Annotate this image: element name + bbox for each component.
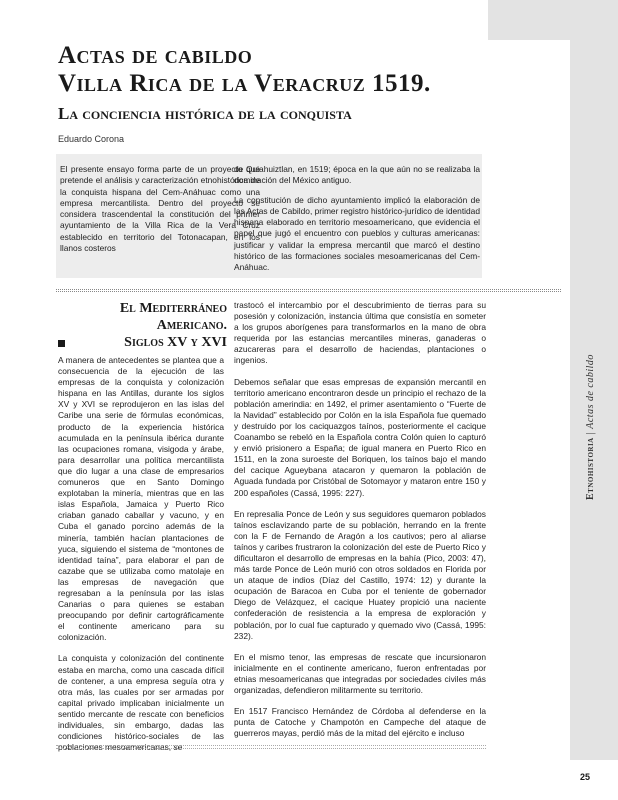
running-head-subtitle: Actas de cabildo <box>585 354 596 429</box>
abstract-right-p2: La constitución de dicho ayuntamiento implicó la elaboración de las Actas de Cabildo, primer registro histórico-jurídico de identidad hispana elaborado en territorio mesoamericano, que evidencia el papel que jugó el encuentro con pueblos y culturas americanas: justificar y validar la empresa mercantil que marcó el destino histórico de las formaciones sociales mesoamericanas del Cem-Anáhuac. <box>234 194 480 273</box>
abstract-left-text: El presente ensayo forma parte de un proyecto que pretende el análisis y caracterización etnohistórica de la conquista hispana del Cem-Anáhuac como una empresa mercantilista. Dentro del proyecto se considera trascendental la constitución del primer ayuntamiento de la Villa Rica de la Vera Cruz establecido en territorio del Totonacapan, en los llanos costeros <box>60 164 260 254</box>
abstract-right-p1: de Quiahuiztlan, en 1519; época en la que aún no se realizaba la dominación del México antiguo. <box>234 164 480 186</box>
paragraph: trastocó el intercambio por el descubrimiento de tierras para su posesión y colonización, instancia última que consistía en someter a los grupos aborígenes para transformarlos en la mano de obra requerida por las estancias mercantiles mineras, ganaderas o azucareras para el desarrollo de haciendas, plantaciones o ingenios. <box>234 300 486 366</box>
title-line-2: Villa Rica de la Veracruz 1519. <box>58 70 431 97</box>
paragraph: La conquista y colonización del continente estaba en marcha, como una cascada difícil de contener, a una empresa seguía otra y otra más, las cuales por ser armadas por capital privado implicaban inicialmente un sentido mercante de rescate con beneficios individuales, sin embargo, dadas las condiciones histórico-sociales de las poblaciones mesoamericanas, se <box>58 653 224 753</box>
section-heading-line-2: Americano. <box>156 318 227 333</box>
footer-divider <box>56 748 486 749</box>
title-line-1: Actas de cabildo <box>58 42 253 69</box>
paragraph: A manera de antecedentes se plantea que a consecuencia de la ejecución de las empresas de la conquista y colonización hispana en las Antillas, durante los siglos XV y XVI se reprodujeron en las islas del Caribe una serie de fórmulas económicas, producto de la experiencia histórica acumulada en la península ibérica durante las ocupaciones romana, visigoda y árabe, para desarrollar una política mercantilista que dio lugar a una clase de empresarios comuneros que en Santo Domingo explotaban la minería, mientras que en las islas Española, Jamaica y Puerto Rico criaban ganado caballar y vacuno, y en Cuba el ganado porcino además de la minería, también hacían plantaciones de yuca, siguiendo el sistema de “montones de identidad taína”, para elaborar el pan de cazabe que se utilizaba como matolaje en las empresas de navegación que regresaban a la península por las islas Canarias o para quienes se estaban preocupando por definir cartográficamente el continente americano para su colonización. <box>58 355 224 643</box>
section-heading-line-1: El Mediterráneo <box>119 301 227 316</box>
running-head <box>585 300 605 500</box>
page-number: 25 <box>580 772 591 782</box>
running-head-section: Etnohistoria <box>585 437 596 500</box>
right-column <box>234 300 486 749</box>
section-bullet-icon <box>58 340 65 347</box>
paragraph: En represalia Ponce de León y sus seguidores quemaron poblados taínos esclavizando parte de su población, herrando en la frente con la F de Fernando de Aragón a los cautivos; pero al aliarse taínos y caribes frustraron la colonización del este de Puerto Rico y dificultaron el desarrollo de empresas en la bahía (Pico, 2003: 47), más tarde Ponce de León murió con otros soldados en Florida por un ataque de indios (Díaz del Castillo, 1974: 12) y durante la ocupación de Baracoa en Cuba por el teniente de gobernador Diego de Velázquez, el cacique Huatey propició una naciente confederación de resistencia a la empresa de exploración y población, por lo cual fue capturado y quemado vivo (Cassá, 1995: 232). <box>234 508 486 641</box>
divider <box>56 291 561 292</box>
abstract-box <box>56 154 482 278</box>
author: Eduardo Corona <box>58 134 125 144</box>
subtitle: La conciencia histórica de la conquista <box>58 104 352 123</box>
running-head-separator: | <box>585 428 596 438</box>
abstract-left <box>60 164 260 262</box>
footer-divider <box>56 745 486 746</box>
section-heading-line-3: Siglos XV y XVI <box>124 335 227 350</box>
section-heading <box>85 300 227 351</box>
divider <box>56 289 561 290</box>
paragraph: En el mismo tenor, las empresas de rescate que incursionaron inicialmente en el continente americano, fueron enfrentadas por etnias mesoamericanas que integradas por sociedades civiles más organizadas, defendieron militarmente su territorio. <box>234 651 486 695</box>
abstract-right <box>234 164 480 282</box>
paragraph: En 1517 Francisco Hernández de Córdoba al defenderse en la punta de Catoche y Champotón en Campeche del ataque de guerreros mayas, perdió más de la mitad del ejército e incluso <box>234 706 486 739</box>
top-tab <box>488 0 618 40</box>
left-column <box>58 355 224 763</box>
paragraph: Debemos señalar que esas empresas de expansión mercantil en territorio americano encontraron desde un principio el rechazo de la población amerindia: en 1492, el primer asentamiento o “Fuerte de la Navidad” establecido por Colón en la isla Española fue quemado y destruido por los caciquazgos taínos, posteriormente el cacique Coanambo se rebeló en la Española contra Colón quien lo capturó y envió prisionero a España; de igual manera en Puerto Rico en 1511, en la zona suroeste del Boriquen, los taínos bajo el mando del cacique Agueybana atacaron y quemaron la población de Aguada fundada por Cristóbal de Sotomayor y mataron entre 150 y 200 españoles (Cassá, 1995: 227). <box>234 376 486 498</box>
title-block <box>58 42 558 124</box>
